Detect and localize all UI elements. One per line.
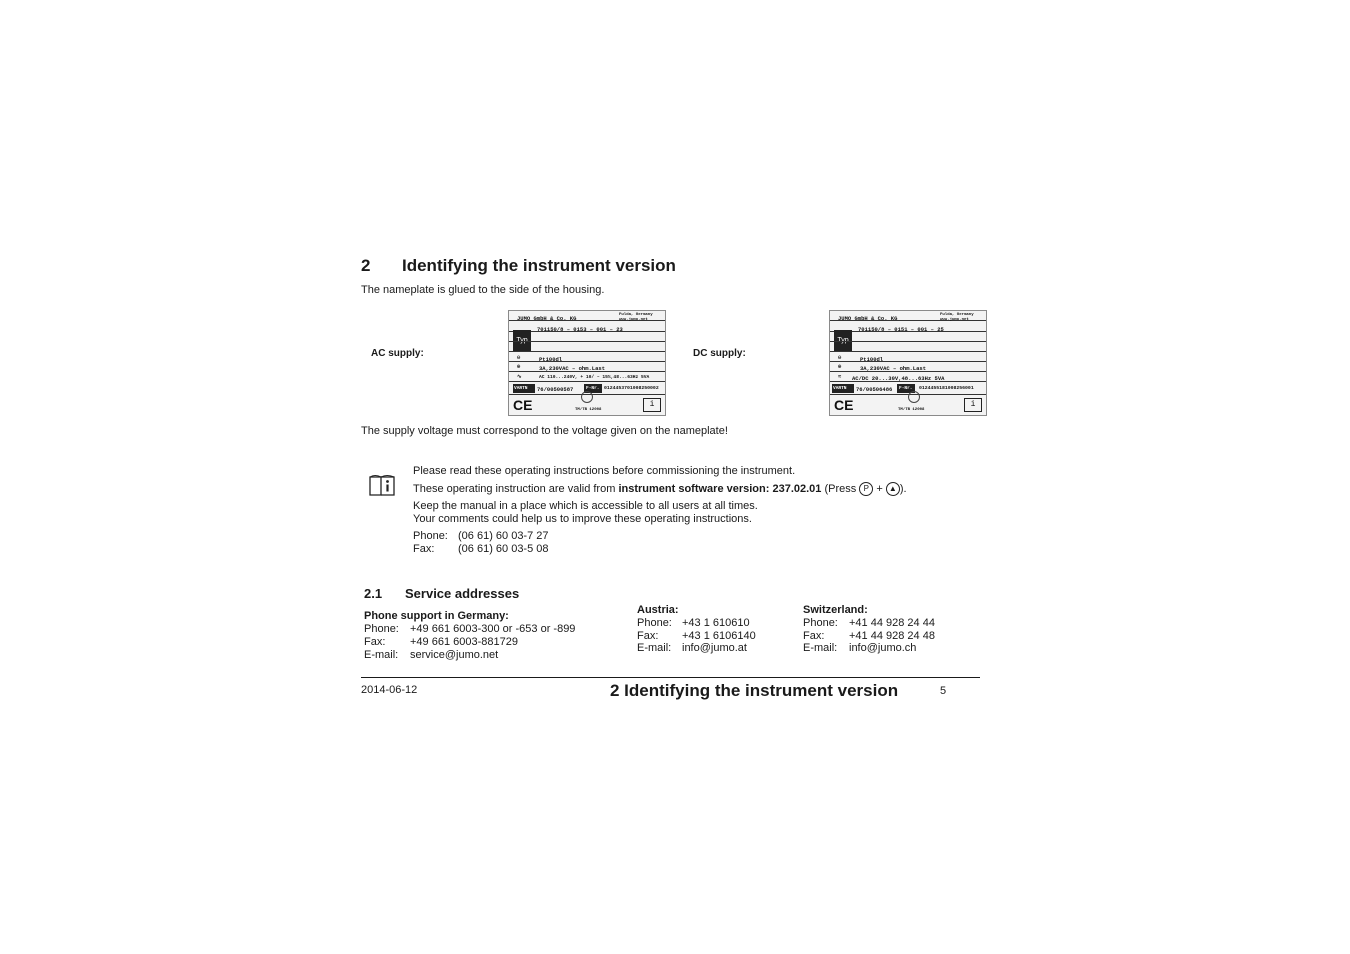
dc-acdc-icon: ≂ xyxy=(838,373,842,380)
austria-fax: +43 1 6106140 xyxy=(682,630,756,642)
dc-supply-label: DC supply: xyxy=(693,348,746,359)
intro-text: The nameplate is glued to the side of the housing. xyxy=(361,284,605,296)
germany-fax: +49 661 6003-881729 xyxy=(410,636,518,648)
section-number: 2 xyxy=(361,256,371,275)
subsection-number: 2.1 xyxy=(364,586,383,601)
dc-nameplate: JUMO GmbH & Co. KG Fulda, Germany www.jumo.net 701150/8 – 0151 – 001 – 25 Typ ⊖ Pt100dl ⊕ 3A,230VAC – ohm.Last ≂ AC/DC 20...30V,48...63Hz 5VA VARTN 76/00506486 F-Nr. 0124455181008256001 TM/TB 12008 CE i xyxy=(829,310,987,416)
switzerland-fax: +41 44 928 24 48 xyxy=(849,630,935,642)
austria-phone: +43 1 610610 xyxy=(682,617,750,629)
supply-voltage-note: The supply voltage must correspond to the voltage given on the nameplate! xyxy=(361,425,728,437)
info-fax-label: Fax: xyxy=(413,543,435,555)
manual-book-icon xyxy=(368,474,396,496)
austria-email: info@jumo.at xyxy=(682,642,747,654)
key-up-icon: ▲ xyxy=(886,482,900,496)
ac-output-icon: ⊕ xyxy=(517,363,521,370)
info-line-4: Your comments could help us to improve these operating instructions. xyxy=(413,513,752,525)
info-phone-label: Phone: xyxy=(413,530,448,542)
germany-email: service@jumo.net xyxy=(410,649,499,661)
ac-certification-seal-icon xyxy=(581,391,593,403)
section-title: Identifying the instrument version xyxy=(402,256,676,275)
dc-sensor-icon: ⊖ xyxy=(838,354,842,361)
dc-output-icon: ⊕ xyxy=(838,363,842,370)
switzerland-heading: Switzerland: xyxy=(803,604,868,616)
info-phone: (06 61) 60 03-7 27 xyxy=(458,530,549,542)
info-line-3: Keep the manual in a place which is accessible to all users at all times. xyxy=(413,500,758,512)
info-fax: (06 61) 60 03-5 08 xyxy=(458,543,549,555)
ac-wave-icon: ∿ xyxy=(517,373,522,380)
ac-ce-mark-icon: CE xyxy=(513,397,533,413)
switzerland-email: info@jumo.ch xyxy=(849,642,917,654)
info-line-2: These operating instruction are valid from instrument software version: 237.02.01 (Press P + ▲ ). xyxy=(413,482,907,495)
footer-divider xyxy=(361,677,980,678)
dc-certification-seal-icon xyxy=(908,391,920,403)
info-line-1: Please read these operating instructions before commissioning the instrument. xyxy=(413,465,796,477)
page-number: 5 xyxy=(940,685,947,697)
footer-title: 2 Identifying the instrument version xyxy=(610,681,899,700)
subsection-heading xyxy=(364,586,520,601)
subsection-title: Service addresses xyxy=(405,586,520,601)
ac-supply-label: AC supply: xyxy=(371,348,424,359)
germany-phone: +49 661 6003-300 or -653 or -899 xyxy=(410,623,576,635)
ac-nameplate: JUMO GmbH & Co. KG Fulda, Germany www.jumo.net 701150/8 – 0153 – 001 – 23 Typ ⊖ Pt100dl ⊕ 3A,230VAC – ohm.Last ∿ AC 110...240V, + 10/ – 15%,48...63Hz 5VA VARTN 76/00500587 F-Nr. 0124453701008250002 TM/TB 12008 CE i xyxy=(508,310,666,416)
dc-ce-mark-icon: CE xyxy=(834,397,854,413)
ac-manual-book-icon: i xyxy=(643,398,661,412)
austria-heading: Austria: xyxy=(637,604,679,616)
key-p-icon: P xyxy=(859,482,873,496)
footer-date: 2014-06-12 xyxy=(361,684,418,696)
ac-sensor-icon: ⊖ xyxy=(517,354,521,361)
section-heading xyxy=(361,256,761,278)
dc-manual-book-icon: i xyxy=(964,398,982,412)
germany-heading: Phone support in Germany: xyxy=(364,610,509,622)
switzerland-phone: +41 44 928 24 44 xyxy=(849,617,935,629)
software-version: instrument software version: 237.02.01 xyxy=(618,482,822,495)
